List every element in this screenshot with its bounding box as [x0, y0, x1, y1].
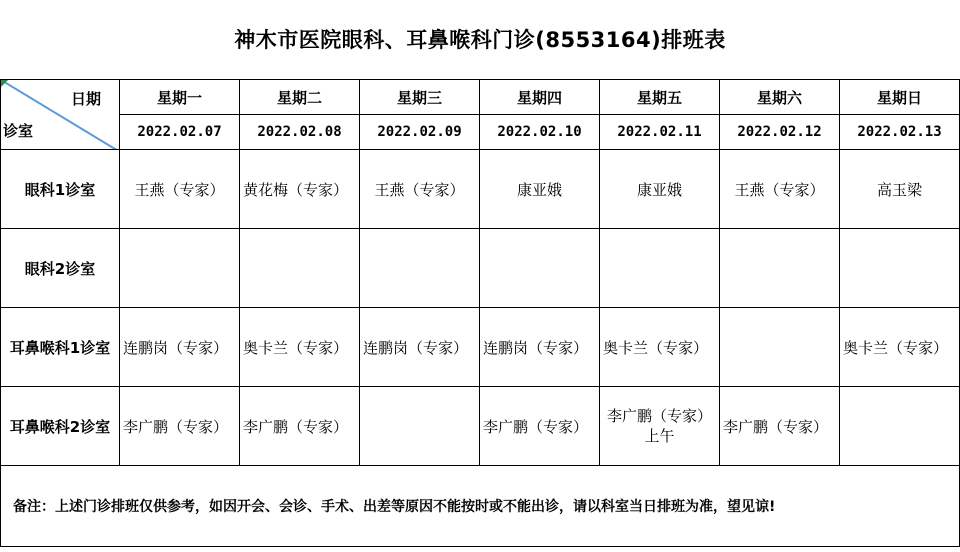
- date-saturday: 2022.02.12: [720, 115, 840, 150]
- date-header-row: [1, 115, 960, 150]
- schedule-cell: [600, 229, 720, 308]
- room-label: 耳鼻喉科1诊室: [1, 308, 120, 387]
- schedule-table: [0, 79, 960, 547]
- schedule-cell: 黄花梅（专家）: [240, 150, 360, 229]
- weekday-monday: 星期一: [120, 80, 240, 115]
- weekday-wednesday: 星期三: [360, 80, 480, 115]
- schedule-cell: 李广鹏（专家）: [240, 387, 360, 466]
- schedule-cell: 连鹏岗（专家）: [360, 308, 480, 387]
- schedule-cell: 王燕（专家）: [720, 150, 840, 229]
- weekday-header-row: [1, 80, 960, 115]
- footnote: 备注：上述门诊排班仅供参考，如因开会、会诊、手术、出差等原因不能按时或不能出诊，请以科室当日排班为准，望见谅!: [1, 466, 960, 547]
- date-tuesday: 2022.02.08: [240, 115, 360, 150]
- schedule-cell: 奥卡兰（专家）: [240, 308, 360, 387]
- doctor-name: 李广鹏（专家）: [606, 407, 712, 425]
- schedule-cell: [360, 229, 480, 308]
- schedule-cell: 李广鹏（专家）: [720, 387, 840, 466]
- schedule-cell: 高玉梁: [840, 150, 960, 229]
- schedule-cell: [360, 387, 480, 466]
- date-sunday: 2022.02.13: [840, 115, 960, 150]
- schedule-cell: [840, 229, 960, 308]
- schedule-cell: [480, 229, 600, 308]
- weekday-sunday: 星期日: [840, 80, 960, 115]
- room-label: 眼科2诊室: [1, 229, 120, 308]
- weekday-thursday: 星期四: [480, 80, 600, 115]
- table-row: [1, 308, 960, 387]
- date-friday: 2022.02.11: [600, 115, 720, 150]
- weekday-saturday: 星期六: [720, 80, 840, 115]
- schedule-cell: [120, 229, 240, 308]
- schedule-cell: 连鹏岗（专家）: [120, 308, 240, 387]
- date-thursday: 2022.02.10: [480, 115, 600, 150]
- session-note: 上午: [644, 427, 675, 445]
- schedule-cell: 康亚娥: [480, 150, 600, 229]
- page-title: 神木市医院眼科、耳鼻喉科门诊(8553164)排班表: [234, 28, 726, 52]
- schedule-cell: 王燕（专家）: [120, 150, 240, 229]
- schedule-cell: [240, 229, 360, 308]
- corner-date-label: 日期: [70, 90, 101, 108]
- table-row: [1, 150, 960, 229]
- schedule-cell: 奥卡兰（专家）: [600, 308, 720, 387]
- schedule-cell: [720, 229, 840, 308]
- room-label: 耳鼻喉科2诊室: [1, 387, 120, 466]
- schedule-cell: 连鹏岗（专家）: [480, 308, 600, 387]
- schedule-cell: 康亚娥: [600, 150, 720, 229]
- date-monday: 2022.02.07: [120, 115, 240, 150]
- date-wednesday: 2022.02.09: [360, 115, 480, 150]
- corner-room-label: 诊室: [3, 122, 34, 140]
- schedule-cell: 王燕（专家）: [360, 150, 480, 229]
- schedule-cell: 奥卡兰（专家）: [840, 308, 960, 387]
- table-row: [1, 229, 960, 308]
- schedule-cell: 李广鹏（专家）: [480, 387, 600, 466]
- room-label: 眼科1诊室: [1, 150, 120, 229]
- weekday-friday: 星期五: [600, 80, 720, 115]
- table-row: [1, 387, 960, 466]
- note-row: [1, 466, 960, 547]
- schedule-cell: 李广鹏（专家）: [120, 387, 240, 466]
- schedule-cell: [720, 308, 840, 387]
- schedule-cell-friday: [600, 387, 720, 466]
- weekday-tuesday: 星期二: [240, 80, 360, 115]
- schedule-cell: [840, 387, 960, 466]
- corner-cell: [1, 80, 120, 150]
